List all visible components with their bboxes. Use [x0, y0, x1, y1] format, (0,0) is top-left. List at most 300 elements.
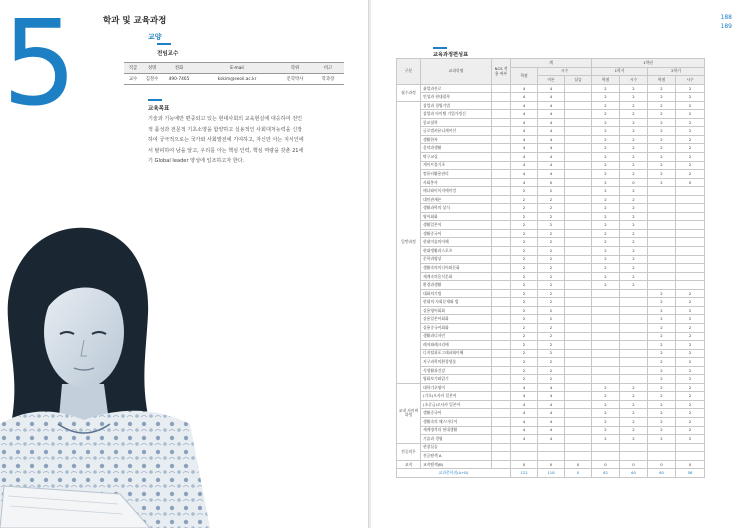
table-row [397, 93, 705, 102]
prof-header-cell: 성명 [142, 63, 162, 74]
value-cell: 2 [538, 349, 565, 358]
table-row [397, 101, 705, 110]
value-cell: 2 [592, 144, 620, 153]
course-name: 세계속의음식문화 [421, 272, 492, 281]
value-cell: 2 [592, 84, 620, 93]
value-cell: 2 [592, 195, 620, 204]
table-row [397, 289, 705, 298]
value-cell: 2 [592, 400, 620, 409]
value-cell [592, 315, 620, 324]
value-cell [620, 358, 648, 367]
table-row [397, 306, 705, 315]
value-cell [565, 264, 592, 273]
value-cell: 2 [592, 170, 620, 179]
value-cell: 4 [538, 101, 565, 110]
value-cell [565, 127, 592, 136]
value-cell: 2 [648, 93, 676, 102]
value-cell: 2 [648, 375, 676, 384]
prof-cell: 문학박사 [278, 74, 312, 85]
course-name: (기초)오사카 일본어 [421, 392, 492, 401]
ncs-cell [492, 323, 511, 332]
header-course: 교과목명 [421, 59, 492, 85]
ncs-cell [492, 426, 511, 435]
ncs-cell [492, 383, 511, 392]
header-year1: 1학년 [592, 59, 705, 68]
value-cell: 4 [511, 101, 538, 110]
value-cell: 4 [511, 435, 538, 444]
value-cell [565, 358, 592, 367]
group-label: 전공의무 [397, 443, 421, 460]
value-cell [592, 306, 620, 315]
value-cell: 2 [620, 417, 648, 426]
value-cell: 2 [538, 298, 565, 307]
table-row [397, 204, 705, 213]
value-cell: 2 [676, 127, 705, 136]
value-cell [648, 247, 676, 256]
chapter-title: 학과 및 교육과정 [103, 16, 167, 26]
value-cell: 4 [511, 400, 538, 409]
ncs-cell [492, 195, 511, 204]
course-name: 생활중국어 [421, 409, 492, 418]
ncs-cell [492, 349, 511, 358]
header-sem1: 1학기 [592, 67, 648, 76]
value-cell: 2 [538, 272, 565, 281]
ncs-cell [492, 127, 511, 136]
value-cell: 2 [620, 400, 648, 409]
value-cell: 2 [676, 332, 705, 341]
value-cell: 2 [676, 366, 705, 375]
value-cell: 2 [592, 435, 620, 444]
course-name: 생활과디자인 [421, 332, 492, 341]
value-cell: 2 [511, 349, 538, 358]
prof-header-cell: 학위 [278, 63, 312, 74]
value-cell: 0 [538, 460, 565, 469]
ncs-cell [492, 375, 511, 384]
value-cell: 2 [648, 101, 676, 110]
value-cell [565, 375, 592, 384]
value-cell [620, 452, 648, 461]
value-cell: 4 [511, 135, 538, 144]
ncs-cell [492, 118, 511, 127]
course-name: 생활속의미디어와문화 [421, 264, 492, 273]
value-cell: 2 [676, 392, 705, 401]
value-cell: 4 [538, 161, 565, 170]
value-cell: 2 [648, 84, 676, 93]
value-cell: 2 [676, 84, 705, 93]
value-cell: 2 [538, 221, 565, 230]
value-cell [565, 153, 592, 162]
course-name: 사회봉사 [421, 178, 492, 187]
value-cell: 2 [620, 135, 648, 144]
value-cell: 2 [592, 264, 620, 273]
course-name: 식생활과건강 [421, 366, 492, 375]
value-cell [648, 255, 676, 264]
value-cell: 2 [511, 255, 538, 264]
ncs-cell [492, 264, 511, 273]
prof-header-cell: 직급 [124, 63, 142, 74]
table-row [397, 229, 705, 238]
value-cell [565, 306, 592, 315]
table-row [397, 135, 705, 144]
header-sem1-hours: 시수 [620, 76, 648, 85]
total-cell: 60 [648, 469, 676, 478]
value-cell: 2 [648, 392, 676, 401]
ncs-cell [492, 460, 511, 469]
group-label: 교직 [397, 460, 421, 469]
ncs-cell [492, 315, 511, 324]
value-cell: 2 [511, 204, 538, 213]
ncs-cell [492, 170, 511, 179]
table-row [397, 298, 705, 307]
value-cell: 2 [511, 212, 538, 221]
value-cell: 2 [620, 281, 648, 290]
value-cell: 4 [538, 435, 565, 444]
value-cell: 4 [538, 118, 565, 127]
value-cell: 2 [648, 298, 676, 307]
value-cell: 4 [538, 93, 565, 102]
value-cell: 4 [538, 135, 565, 144]
value-cell [648, 195, 676, 204]
value-cell: 2 [648, 341, 676, 350]
header-sem2-hours: 시수 [676, 76, 705, 85]
table-row [397, 212, 705, 221]
ncs-cell [492, 298, 511, 307]
value-cell [565, 221, 592, 230]
value-cell: 2 [676, 306, 705, 315]
ncs-cell [492, 204, 511, 213]
value-cell: 2 [592, 101, 620, 110]
value-cell [592, 375, 620, 384]
value-cell: 2 [648, 170, 676, 179]
value-cell [565, 187, 592, 196]
value-cell: 2 [592, 281, 620, 290]
table-row [397, 452, 705, 461]
value-cell [565, 435, 592, 444]
value-cell: 2 [620, 247, 648, 256]
total-cell: 58 [676, 469, 705, 478]
value-cell: 4 [538, 170, 565, 179]
value-cell [565, 366, 592, 375]
table-row [397, 383, 705, 392]
value-cell: 2 [511, 358, 538, 367]
value-cell: 2 [592, 221, 620, 230]
value-cell: 2 [511, 298, 538, 307]
value-cell [648, 452, 676, 461]
total-cell: 122 [511, 469, 538, 478]
header-ncs: NCS 적용 여부 [492, 59, 511, 85]
group-label: 일반과정 [397, 101, 421, 383]
ncs-cell [492, 153, 511, 162]
value-cell [538, 452, 565, 461]
value-cell [565, 332, 592, 341]
value-cell: 2 [620, 101, 648, 110]
value-cell [592, 443, 620, 452]
value-cell: 2 [620, 426, 648, 435]
value-cell: 2 [620, 170, 648, 179]
value-cell: 4 [538, 400, 565, 409]
value-cell: 2 [511, 221, 538, 230]
value-cell [648, 264, 676, 273]
heading-accent-bar [433, 47, 447, 49]
value-cell: 0 [538, 178, 565, 187]
value-cell [592, 366, 620, 375]
value-cell: 2 [538, 315, 565, 324]
value-cell [592, 332, 620, 341]
value-cell: 2 [676, 400, 705, 409]
table-header-row [397, 59, 705, 68]
ncs-cell [492, 332, 511, 341]
value-cell: 2 [538, 212, 565, 221]
course-name: 생활과학의 상식 [421, 204, 492, 213]
ncs-cell [492, 452, 511, 461]
value-cell [565, 170, 592, 179]
value-cell [565, 341, 592, 350]
course-name: 게이트볼기초 [421, 161, 492, 170]
value-cell: 2 [648, 315, 676, 324]
value-cell: 2 [648, 409, 676, 418]
value-cell [565, 195, 592, 204]
chapter-number: 5 [2, 0, 78, 132]
course-name: 환경과생활 [421, 281, 492, 290]
prof-header-cell: 전화 [162, 63, 196, 74]
value-cell [620, 332, 648, 341]
value-cell [676, 204, 705, 213]
value-cell [565, 392, 592, 401]
value-cell: 4 [511, 170, 538, 179]
value-cell [565, 400, 592, 409]
value-cell: 2 [620, 229, 648, 238]
value-cell: 4 [511, 161, 538, 170]
course-name: 교직탐색(B) [421, 460, 492, 469]
value-cell [565, 383, 592, 392]
table-row [397, 170, 705, 179]
value-cell [592, 452, 620, 461]
course-name: 지구과학의환경생물 [421, 358, 492, 367]
table-row [397, 375, 705, 384]
value-cell: 0 [620, 178, 648, 187]
course-name: 현대생활과스포츠 [421, 247, 492, 256]
value-cell: 2 [648, 153, 676, 162]
header-group: 구분 [397, 59, 421, 85]
value-cell: 0 [676, 178, 705, 187]
value-cell [565, 204, 592, 213]
ncs-cell [492, 110, 511, 119]
value-cell: 2 [511, 272, 538, 281]
value-cell [676, 229, 705, 238]
value-cell: 2 [676, 358, 705, 367]
ncs-cell [492, 247, 511, 256]
table-row [397, 247, 705, 256]
course-name: 기술과 경영 [421, 435, 492, 444]
value-cell [676, 272, 705, 281]
value-cell [565, 247, 592, 256]
value-cell: 2 [511, 375, 538, 384]
header-sem2-credit: 학점 [648, 76, 676, 85]
value-cell: 2 [538, 332, 565, 341]
ncs-cell [492, 135, 511, 144]
prof-cell: 김철수 [142, 74, 162, 85]
value-cell [565, 135, 592, 144]
value-cell: 4 [511, 153, 538, 162]
value-cell [648, 443, 676, 452]
course-name: 창업과 경영기법 [421, 101, 492, 110]
course-name: 전공탐색 A [421, 452, 492, 461]
value-cell: 2 [538, 238, 565, 247]
value-cell: 2 [592, 417, 620, 426]
value-cell: 2 [620, 110, 648, 119]
heading-accent-bar [148, 99, 162, 101]
value-cell: 0 [648, 460, 676, 469]
value-cell: 2 [676, 135, 705, 144]
value-cell [676, 443, 705, 452]
ncs-cell [492, 417, 511, 426]
value-cell: 2 [620, 409, 648, 418]
value-cell [620, 323, 648, 332]
table-row [397, 400, 705, 409]
ncs-cell [492, 187, 511, 196]
value-cell: 2 [676, 289, 705, 298]
value-cell [565, 84, 592, 93]
value-cell: 2 [538, 323, 565, 332]
ncs-cell [492, 229, 511, 238]
value-cell: 2 [592, 110, 620, 119]
value-cell: 2 [511, 289, 538, 298]
value-cell: 2 [592, 247, 620, 256]
value-cell: 4 [538, 144, 565, 153]
value-cell: 2 [538, 366, 565, 375]
value-cell [592, 349, 620, 358]
header-total: 계 [511, 59, 592, 68]
ncs-cell [492, 144, 511, 153]
value-cell: 2 [592, 272, 620, 281]
left-page [0, 0, 369, 528]
course-name: 취업과진로 [421, 84, 492, 93]
value-cell: 2 [511, 195, 538, 204]
value-cell: 2 [511, 264, 538, 273]
ncs-cell [492, 341, 511, 350]
section-title: 교양 [148, 33, 162, 41]
value-cell [565, 323, 592, 332]
value-cell: 2 [592, 229, 620, 238]
value-cell: 2 [620, 153, 648, 162]
table-row [397, 281, 705, 290]
table-row [397, 195, 705, 204]
table-row [124, 74, 344, 85]
ncs-cell [492, 212, 511, 221]
value-cell [676, 264, 705, 273]
table-row [397, 315, 705, 324]
value-cell: 2 [620, 383, 648, 392]
curriculum-heading: 교육과정편성표 [433, 52, 469, 58]
value-cell: 2 [620, 187, 648, 196]
value-cell: 2 [676, 161, 705, 170]
value-cell: 4 [511, 383, 538, 392]
course-name: 대학기초영어 [421, 383, 492, 392]
value-cell: 4 [538, 409, 565, 418]
value-cell: 4 [511, 118, 538, 127]
ncs-cell [492, 101, 511, 110]
value-cell [592, 358, 620, 367]
value-cell: 2 [676, 409, 705, 418]
value-cell [565, 452, 592, 461]
value-cell [620, 289, 648, 298]
value-cell: 2 [676, 315, 705, 324]
value-cell [565, 426, 592, 435]
value-cell: 2 [676, 170, 705, 179]
ncs-cell [492, 400, 511, 409]
value-cell: 2 [592, 153, 620, 162]
course-name: 생활중국어 [421, 229, 492, 238]
course-name: 실용중국어회화 [421, 323, 492, 332]
table-row [397, 110, 705, 119]
value-cell: 4 [511, 84, 538, 93]
ncs-cell [492, 366, 511, 375]
value-cell: 0 [511, 460, 538, 469]
value-cell [565, 443, 592, 452]
professor-table [124, 62, 344, 85]
value-cell: 2 [538, 289, 565, 298]
course-name: 대인관계론 [421, 195, 492, 204]
value-cell: 0 [676, 460, 705, 469]
value-cell [592, 298, 620, 307]
value-cell: 2 [511, 281, 538, 290]
value-cell [565, 238, 592, 247]
page-numbers [721, 13, 732, 31]
value-cell: 2 [676, 298, 705, 307]
value-cell: 2 [648, 127, 676, 136]
value-cell: 2 [648, 358, 676, 367]
value-cell: 2 [592, 118, 620, 127]
table-row [397, 417, 705, 426]
value-cell [676, 195, 705, 204]
value-cell [676, 187, 705, 196]
page-number-left: 188 [720, 14, 732, 21]
ncs-cell [492, 93, 511, 102]
ncs-cell [492, 238, 511, 247]
value-cell: 4 [538, 127, 565, 136]
value-cell: 2 [538, 204, 565, 213]
course-name: 창업과 아이템 기업가정신 [421, 110, 492, 119]
value-cell [565, 409, 592, 418]
value-cell: 2 [648, 435, 676, 444]
ncs-cell [492, 272, 511, 281]
value-cell: 2 [620, 93, 648, 102]
value-cell: 2 [648, 400, 676, 409]
value-cell: 2 [538, 187, 565, 196]
header-theory: 이론 [538, 76, 565, 85]
value-cell: 2 [592, 187, 620, 196]
course-name: 글로벌커뮤니케이션 [421, 127, 492, 136]
value-cell: 2 [648, 178, 676, 187]
value-cell: 2 [592, 212, 620, 221]
value-cell: 2 [620, 127, 648, 136]
value-cell: 2 [538, 341, 565, 350]
value-cell [565, 110, 592, 119]
table-row [397, 460, 705, 469]
value-cell: 2 [511, 323, 538, 332]
professor-table-header [124, 63, 344, 74]
table-row [397, 255, 705, 264]
ncs-cell [492, 255, 511, 264]
value-cell [592, 289, 620, 298]
value-cell [620, 315, 648, 324]
table-row [397, 187, 705, 196]
course-name: 컴퓨터활용관리 [421, 170, 492, 179]
value-cell [676, 221, 705, 230]
value-cell [511, 443, 538, 452]
header-credit: 학점 [511, 67, 538, 84]
value-cell [676, 212, 705, 221]
